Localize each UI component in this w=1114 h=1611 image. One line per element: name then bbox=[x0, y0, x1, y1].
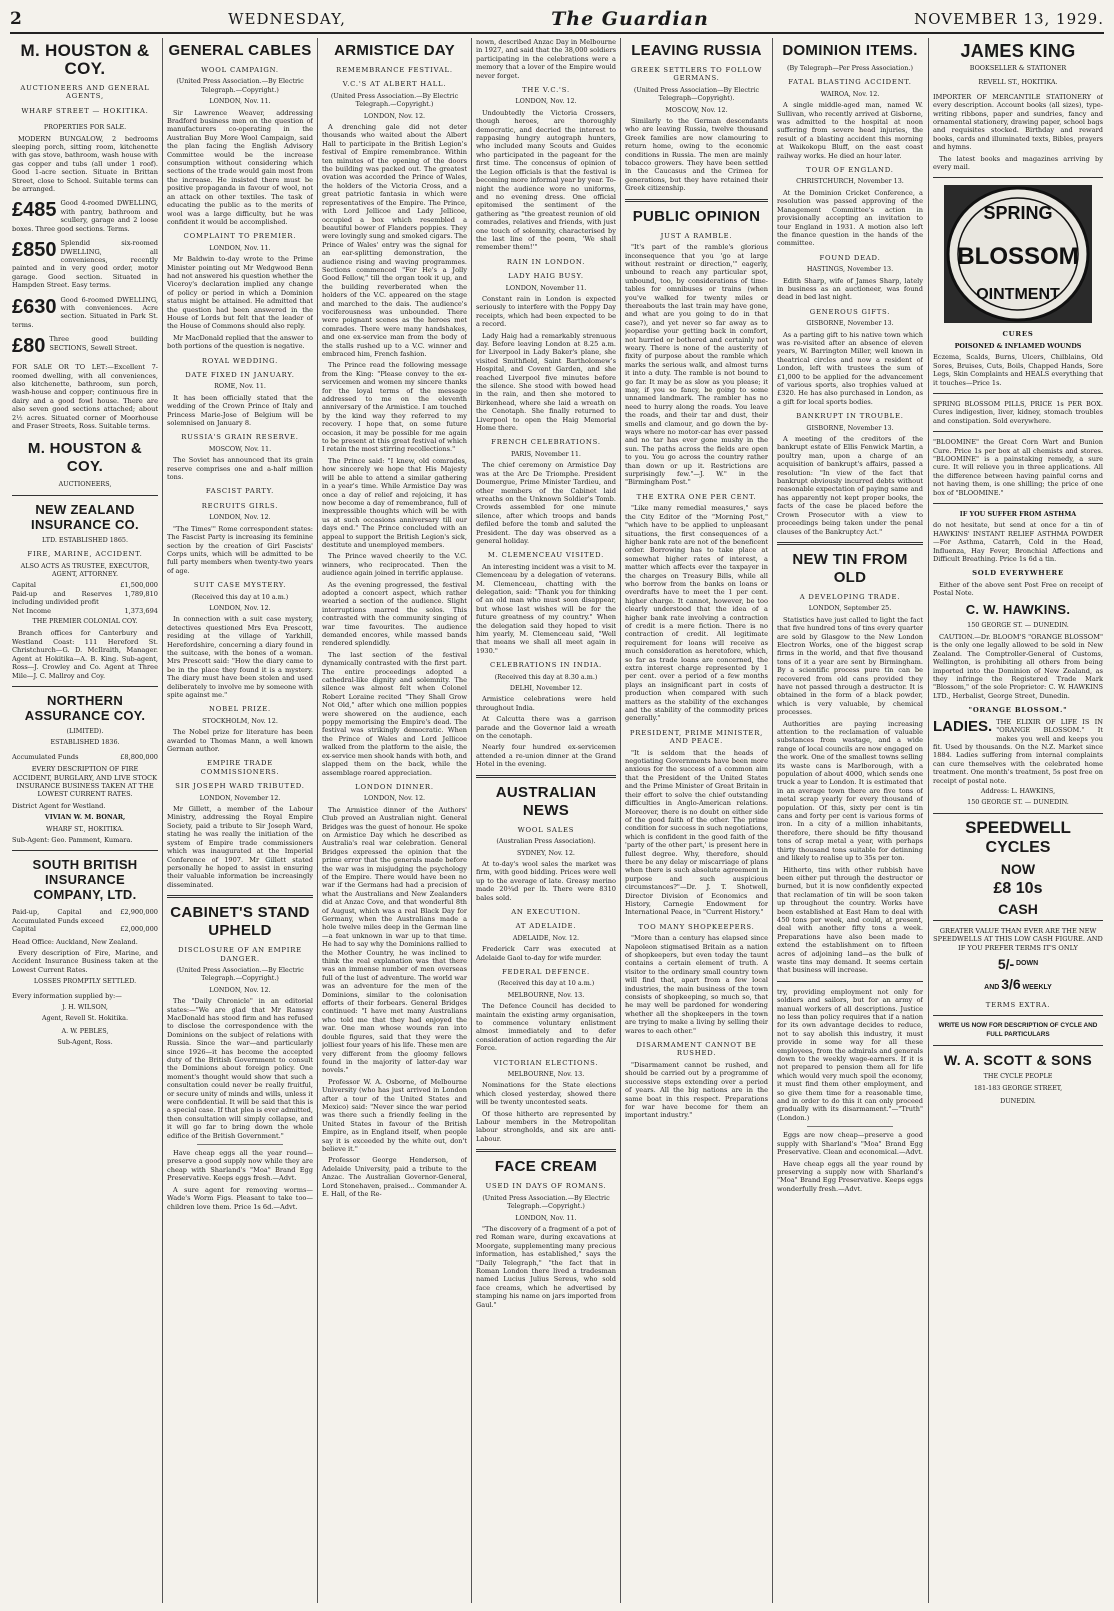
dateline: WAIROA, Nov. 12. bbox=[820, 89, 880, 98]
subhead: TOO MANY SHOPKEEPERS. bbox=[638, 922, 755, 931]
cash-label: CASH bbox=[998, 901, 1038, 918]
article-paragraph: "More than a century has elapsed since Napoleon stigmatised Britain as a nation of shopkeepers, but even today the taunt contains a certain element of truth. A visitor to the ordinary small country town will find that, apart from a few local industries, the main business of the town consists of shopkeeping, so much so, that he may well be pardoned for wondering whether all the shopkeepers in the town are trying to make a living by selling their wares to each other." bbox=[625, 934, 768, 1035]
nz-insurance-title: NEW ZEALAND INSURANCE CO. bbox=[31, 501, 139, 532]
article-paragraph: The "Daily Chronicle" in an editorial states:—"We are glad that Mr Ramsay MacDonald has stood firm and has refused to disclose the correspondence with the Dominions on the subject of relations with Russia. Since the war—and particularly since 1926—it has become the accepted duty of the British Government to consult the Dominions about foreign policy. One moment's thought would show that such a consultation could never be really fruitful, or secure unity of minds and wills, unless it were confidential. It will be said that this is a special case. If that plea is ever admitted, then consultation will simply collapse, and it will go far to bring down the whole edifice of the British Government." bbox=[167, 997, 313, 1140]
spring-blossom-logo bbox=[943, 184, 1093, 324]
sold-everywhere: SOLD EVERYWHERE bbox=[972, 569, 1064, 578]
na-description: EVERY DESCRIPTION OF FIRE ACCIDENT, BURGLARY, AND LIVE STOCK INSURANCE BUSINESS TAKEN AT THE LOWEST CURRENT RATES. bbox=[12, 765, 158, 799]
subhead: PRESIDENT, PRIME MINISTER, AND PEACE. bbox=[629, 728, 764, 746]
article-paragraph: At Calcutta there was a garrison parade and the Governor laid a wreath on the cenotaph. bbox=[476, 715, 616, 741]
dateline: LONDON, September 25. bbox=[808, 604, 892, 613]
caution-text: CAUTION.—Dr. BLOOM'S "ORANGE BLOSSOM" is the only one legally allowed to be sold in New Zealand. The Comptroller-General of Customs, Wellington, is prohibiting all others from being imported into the Dominion of New Zealand, as they infringe the Registered Trade Mark "Blossom," of the sole Proprietor: C. W. HAWKINS LTD., Herbalist, George Street, Dunedin. bbox=[933, 633, 1103, 700]
column-1-advertisements bbox=[12, 38, 158, 1603]
james-king-title: JAMES KING bbox=[960, 41, 1076, 61]
page-number: 2 bbox=[10, 9, 23, 29]
sb-agent1-addr: Agent, Revell St. Hokitika. bbox=[41, 1014, 128, 1023]
article-paragraph: try, providing employment not only for soldiers and sailors, but for an army of manual workers of all descriptions. Justice no less than policy requires that if a nation for its own advantage decides to reduce, not to say abolish this industry, it must provide in some way for all these employees, from the admirals and generals down to the weekly wage-earners. If it is not prepared to pension them all for life which would very much spoil the economy, it must find them other employment, and so give them time for a reasonable time, and in order to do this it can only proceed gradually with its disarmament."—"Truth" (London.) bbox=[777, 987, 923, 1122]
subhead: REMEMBRANCE FESTIVAL. bbox=[336, 66, 453, 74]
dateline: DELHI, November 12. bbox=[509, 684, 583, 693]
article-paragraph: "Like many remedial measures," says the City Editor of the "Morning Post," "which have to be applied to unpleasant situations, the first consequences of a higher bank rate are not of the beneficent order. Borrowing has to take place at somewhat higher rates of interest, a matter which affects ever the taxpayer in the charges on Treasury Bills, while all who borrow from the banks on loans or overdrafts have to meet the 1 per cent. higher charge. It cannot, however, be too clearly understood that the idea of a higher bank rate involving a contraction of credit is a mere fiction. There is no contraction of credit. All legitimate requirement for loans will receive as much consideration as heretofore, which, so far as trade loans are concerned, the extra interest charge represented by 1 per cent. over a period of a few months plays an insignificant part in costs of production when compared with such matters as the stability of the exchanges and the stability of the commodity prices generally." bbox=[625, 504, 768, 723]
article-paragraph: An interesting incident was a visit to M. Clemenceau by a delegation of veterans. M. Clemenceau, chatting with the delegation, said: "Thank you for thinking of an old man who must soon disappear, but whose last wishes will be for the future greatness of my country." When the delegation said they hoped to visit him yearly, M. Clemenceau said, "Well that means we shall all meet again in 1930." bbox=[476, 562, 616, 655]
nz-insurance-lines: FIRE, MARINE, ACCIDENT. bbox=[27, 550, 143, 559]
dateline: ADELAIDE, Nov. 12. bbox=[512, 933, 580, 942]
column-2-general-cables bbox=[167, 38, 313, 1603]
and-label: AND bbox=[984, 984, 1000, 992]
column-rule bbox=[772, 38, 773, 1603]
subhead: FASCIST PARTY. bbox=[205, 487, 275, 496]
article-paragraph: The last section of the festival dynamically contrasted with the first part. The entire proceedings adopted a cathedral-like dignity and solemnity. The silence was almost felt when Colonel Robert Loraine recited "They Shall Grow Not Old," after which one million poppies were showered on the audience, each poppy memorising the Empire's dead. The festival was strikingly democratic. When the Prince of Wales and Lord Jellicoe walked from the platform to the aisle, the ex-service men shook hands with both, and slapped them on the back, while the assemblage roared appreciation. bbox=[322, 650, 467, 777]
nz-net-row: Net Income 1,373,694 bbox=[12, 606, 158, 615]
egg-preservative-advert: Eggs are now cheap—preserve a good supply with Sharland's "Moa" Brand Egg Preservative. Clean and economical.—Advt. bbox=[777, 1131, 923, 1157]
article-paragraph: Mr Gillett, a member of the Labour Ministry, addressing the Royal Empire Society, paid a tribute to Sir Joseph Ward, stating he was really the initiation of the system of Empire trade commissioners which was inaugurated at the Imperial Conference of 1907. Mr Gillett stated personally he hoped to assist in ensuring their valuable information be increasingly disseminated. bbox=[167, 805, 313, 889]
dateline: LONDON, Nov. 11. bbox=[515, 1213, 577, 1222]
nz-branch-offices: Branch offices for Canterbury and Westland Coast: 111 Hereford St. Christchurch—G. D. McIlraith, Manager. Agent at Hokitika—A. B. King. Sub-agent, Ross—J. Crowley and Co. Agent at Three Mile—J. C. Mallroy and Coy. bbox=[12, 629, 158, 680]
sb-agent2-addr: Sub-Agent, Ross. bbox=[57, 1038, 113, 1047]
subhead: TOUR OF ENGLAND. bbox=[806, 166, 894, 175]
dateline: LONDON, Nov. 12. bbox=[209, 985, 271, 994]
na-agent-name: VIVIAN W. M. BONAR, bbox=[44, 813, 126, 822]
column-5 bbox=[625, 38, 768, 1603]
subhead: FEDERAL DEFENCE. bbox=[502, 967, 590, 976]
article-paragraph: Nearly four hundred ex-servicemen attended a re-union dinner at the Grand Hotel in the evening. bbox=[476, 743, 616, 769]
houston-subtitle: AUCTIONEERS AND GENERAL AGENTS, bbox=[20, 84, 150, 101]
credit-line: (United Press Association.—By Electric Telegraph.—Copyright.) bbox=[176, 965, 304, 983]
now-label: NOW bbox=[1000, 860, 1036, 877]
orange-blossom-text: THE ELIXIR OF LIFE IS IN "ORANGE BLOSSOM." It makes you well and keeps you fit. Used by thousands. On the N.Z. Market since 1884. Ladies suffering from internal complaints can cure themselves with the celebrated home treatment. One month's treatment, 5s post free on receipt of postal note. bbox=[933, 717, 1103, 785]
masthead bbox=[10, 6, 1104, 34]
price-850: £850 bbox=[12, 239, 57, 262]
article-paragraph: nown, described Anzac Day in Melbourne in 1927, and said that the 38,000 soldiers participating in the celebrations were a memory that a lover of the Empire would never forget. bbox=[476, 38, 616, 80]
dateline: MOSCOW, Nov. 11. bbox=[208, 444, 272, 453]
subhead: VICTORIAN ELECTIONS. bbox=[493, 1058, 599, 1067]
received-line: (Received this day at 8.30 a.m.) bbox=[494, 672, 598, 681]
listing-80 bbox=[12, 335, 158, 357]
northern-assurance-title: NORTHERN ASSURANCE COY. bbox=[24, 692, 146, 723]
credit-line: (Australian Press Association). bbox=[496, 837, 596, 846]
dateline: LONDON, Nov. 12. bbox=[363, 111, 426, 120]
article-paragraph: Mr MacDonald replied that the answer to both portions of the question is negative. bbox=[167, 333, 313, 351]
property-bungalow: MODERN BUNGALOW, 2 bedrooms sleeping porch, sitting room, kitchenette with gas stove, bathroom, wash house with gas copper and tubs (all under 1 roof). Good 1-acre section. Situate in Brittan Street, close to School. Suitable terms can be arranged. bbox=[12, 134, 158, 194]
nz-capital-row: Capital £1,500,000 bbox=[12, 581, 158, 590]
subhead: JUST A RAMBLE. bbox=[660, 231, 733, 240]
sb-description: Every description of Fire, Marine, and Accident Insurance Business taken at the Lowest Current Rates. bbox=[12, 949, 158, 974]
write-us-now: WRITE US NOW FOR DESCRIPTION OF CYCLE AND FULL PARTICULARS bbox=[938, 1022, 1098, 1038]
article-paragraph: Sir Lawrence Weaver, addressing Bradford business men on the question of manufacturers co-operating in the Australian Buy More Wool Campaign, said the plan facing the English Advisory Committee would be the increase consumption without considering which sections of the trade would gain most from the increase. He insisted there must be positive propaganda in favour of wool, not an attack on other textiles. The task of educating the public as to the merits of wool was a large difficulty, but he was confident it would be accomplished. bbox=[167, 108, 313, 226]
article-paragraph: Statistics have just called to light the fact that five hundred tons of tins every quarter are sold by Glasgow to the New London Electron Works, one of the biggest scrap firms in the world, and that five thousand tons of it a year are sent by Birmingham. By a scientific process pure tin can be recovered from old cans provided they have not passed through a destructor. It is obtained in the form of a black powder, which is very valuable, by chemical processes. bbox=[777, 615, 923, 717]
subhead: LADY HAIG BUSY. bbox=[508, 272, 584, 281]
subhead: BANKRUPT IN TROUBLE. bbox=[796, 412, 904, 421]
sb-info: Every information supplied by:— bbox=[12, 991, 122, 1000]
column-rule bbox=[162, 38, 163, 1603]
listing-850-text: Splendid six-roomed DWELLING, all conveniences, recently painted and in very good order, motor garage. Good section. Situated in Hampden Street. Easy terms. bbox=[12, 239, 158, 290]
seal-top-text: SPRING bbox=[983, 203, 1053, 224]
houston-firm-name: M. HOUSTON & COY. bbox=[20, 41, 150, 78]
sb-head-office: Head Office: Auckland, New Zealand. bbox=[12, 937, 138, 946]
weekly-amount: 3/6 bbox=[1001, 976, 1021, 993]
weekly-payment bbox=[933, 976, 1103, 993]
listing-80-text: Three good building SECTIONS, Sewell Street. bbox=[49, 335, 158, 352]
new-tin-from-old-title: NEW TIN FROM OLD bbox=[792, 550, 908, 586]
article-paragraph: Mr Baldwin to-day wrote to the Prime Minister pointing out Mr Wedgwood Benn had not answered his question whether the Viceroy's declaration implied any change of policy or period in which a Dominion status might be attained. He admitted that the question had been answered in the House of Lords but felt that the leader of the House of Commons should also reply. bbox=[167, 255, 313, 331]
article-paragraph: Professor W. A. Osborne, of Melbourne University (who has just arrived in London after a tour of the United States and Mexico) said: "Never since the war period was there such a friendly feeling in the United States in favour of the British Empire, as in England itself, when people say it is exceeded by the white out, don't believe it." bbox=[322, 1077, 467, 1153]
subhead: AT ADELAIDE. bbox=[515, 922, 577, 931]
asthma-text: do not hesitate, but send at once for a tin of HAWKINS' INSTANT RELIEF ASTHMA POWDER—For Asthma, Catarrh, Cold in the Head, Influenza, Hay Fever, Bronchial Affections and Difficult Breathing. Price 1s 6d a tin. bbox=[933, 521, 1103, 563]
cures-text: Eczema, Scalds, Burns, Ulcers, Chilblains, Old Sores, Bruises, Cuts, Boils, Chapped Hands, Sore Legs, Skin Complaints and HEALS everything that it touches—Price 1s. bbox=[933, 353, 1103, 387]
south-british-title: SOUTH BRITISH INSURANCE COMPANY, LTD. bbox=[32, 857, 138, 903]
seal-bottom-text: OINTMENT bbox=[976, 286, 1060, 304]
received-line: (Received this day at 10 a.m.) bbox=[497, 979, 595, 988]
article-paragraph: In connection with a suit case mystery, detectives questioned Mrs Eva Prescott, residing at the village of Yarkhill, Herefordshire, concerning a diary found in the suitcase, with the bones of a woman. Mrs Prescott said: "How the diary came to be in the place they found it is a mystery. The diary must have been stolen and used deliberately to involve me by someone with spite against me." bbox=[167, 615, 313, 699]
price-485: £485 bbox=[12, 199, 57, 222]
column-rule bbox=[317, 38, 318, 1603]
dateline: MELBOURNE, Nov. 13. bbox=[507, 1070, 585, 1079]
worm-figs-advert: A sure agent for removing worms—Wade's Worm Figs. Pleasant to take too—children love them. Price 1s 6d.—Advt. bbox=[167, 1185, 313, 1211]
greater-value-text: GREATER VALUE THAN EVER ARE THE NEW SPEEDWELLS AT THIS LOW CASH FIGURE. AND IF YOU PREFER TERMS IT'S ONLY bbox=[933, 926, 1103, 952]
sb-agent1: J. H. WILSON, bbox=[62, 1003, 108, 1012]
subhead: M. CLEMENCEAU VISITED. bbox=[487, 551, 605, 560]
listing-630 bbox=[12, 296, 158, 330]
subhead: USED IN DAYS OF ROMANS. bbox=[485, 1182, 607, 1191]
listing-630-text: Good 6-roomed DWELLING, with conveniences. Acre section. Situated in Park St. terms. bbox=[12, 295, 158, 329]
sb-capital-row: Capital £2,000,000 bbox=[12, 925, 158, 934]
subhead: DATE FIXED IN JANUARY. bbox=[185, 371, 295, 379]
northern-assurance-ltd: (LIMITED). bbox=[66, 726, 104, 735]
nz-insurance-established: LTD. ESTABLISHED 1865. bbox=[41, 535, 129, 544]
article-paragraph: "It is seldom that the heads of negotiating Governments have been more anxious for the success of a common aim that the President of the United States and the Prime Minister of Great Britain in their effort to solve the chief outstanding difficulties in Anglo-American relations. Moreover, there is no doubt on either side of the good faith of the other. The prime condition for success in such negotiations, which is confident in the good faith of the 'party of the other part,' is present here in fullest degree. Why, therefore, should there be any delay or miscarriage of plans when there is such absolute agreement in purpose and such auspicious circumstances?"—Dr. J. T. Shotwell, Director Division of Economics and History, Carnegie Endowment for International Peace, in "Current History." bbox=[625, 748, 768, 917]
dateline: MOSCOW, Nov. 12. bbox=[665, 105, 728, 114]
column-rule bbox=[928, 38, 929, 1603]
scott-sons-subtitle: THE CYCLE PEOPLE bbox=[983, 1072, 1053, 1081]
nz-paid-row: Paid-up and Reserves including undivided profit 1,789,810 bbox=[12, 589, 158, 607]
article-paragraph: At to-day's wool sales the market was firm, with good bidding. Prices were well up to the average of late. Greasy merino made 20¼d per lb. There were 8310 bales sold. bbox=[476, 859, 616, 902]
spring-blossom-seal-icon bbox=[943, 184, 1093, 324]
sb-losses: LOSSES PROMPTLY SETTLED. bbox=[33, 977, 137, 986]
price-80: £80 bbox=[12, 335, 46, 358]
subhead: NOBEL PRIZE. bbox=[209, 705, 271, 714]
seal-mid-text: BLOSSOM bbox=[957, 243, 1079, 271]
hawkins-address: 150 GEORGE ST. — DUNEDIN. bbox=[967, 620, 1069, 629]
listing-485 bbox=[12, 199, 158, 233]
column-6 bbox=[777, 38, 923, 1603]
article-paragraph: A single middle-aged man, named W. Sullivan, who recently arrived at Gisborne, was admitted to the hospital at noon suffering from severe head injuries, the result of a blasting accident this morning at Waikokopu Bluff, on the east coast railway works. He died an hour later. bbox=[777, 101, 923, 160]
credit-line: (United Press Association—By Electric Telegraph—Copyright). bbox=[633, 85, 760, 103]
article-paragraph: At the Dominion Cricket Conference, a resolution was passed approving of the Management Committee's action in provisionally accepting an invitation to tour England in 1931. A motion also left the finance question in the hands of the committee. bbox=[777, 188, 923, 248]
article-paragraph: A drenching gale did not deter thousands who waited about the Albert Hall to participate in the British Legion's festival of Empire remembrance. Within ten minutes of the opening of the doors the building was packed out. The greatest ovation was accorded the Prince of Wales, the holders of the Victoria Cross, and a great patriotic fantasia in which were representatives of the Empire. The Prince, with Lord Jellicoe and Lady Jellicoe, occupied a box which resembled a beautiful bower of Flanders poppies. They were lovingly sung and smoked cigars. The Prince of Wales' entry was the signal for an ear-splitting demonstration, the audience rising and waving programmes. Sections commenced "For He's a Jolly Good Fellow," till the organ took it up, and the building reverberated when the holders of the V.C. appeared on the stage and marched to the dais. The audience's vociferousness was unbounded. There were poignant scenes as the heroes met comrades. There were many handshakes, and one ex-service man from the body of the stalls rushed up to a V.C. winner and embraced him, French fashion. bbox=[322, 123, 467, 358]
article-paragraph: The Armistice dinner of the Authors' Club proved an Australian night. General Bridges was the guest of honour. He spoke on Armistice Day which he described as Australia's real war celebration. General Bridges expressed the opinion that the prime error that the generals made before the war was in misjudging the psychology of the Empire. There would have been no war if the Germans had had a precision of what the Australians and New Zealanders did at Anzac Cove, and that wonderful 8th of August, which was a real Black Day for Germany, when the Australians made a hole twelve miles deep in the German line—a feat unknown in war up to that time. He had to say why the Dominions rallied to the Mother Country, he was inclined to think the real explanation was that there was an immense number of men overseas full of the lust of adventure. The world war was an adventure for the men of the Dominions, similar to the colonisation efforts of their forbears. General Bridges continued: "I have met many Australians who told me that they had enjoyed the war. One man whose wounds ran into double figures, said that they were the jolliest four years of his life. These men are very different from the gloomy fellows found in the majority of latter-day war novels." bbox=[322, 805, 467, 1075]
dateline: SYDNEY, Nov. 12. bbox=[517, 848, 575, 857]
egg-preservative-advert: Have cheap eggs all the year round—preserve a good supply now while they are cheap with Sharland's "Moa" Brand Egg Preservative. Keeps eggs fresh.—Advt. bbox=[167, 1149, 313, 1183]
down-label: DOWN bbox=[1016, 960, 1039, 967]
james-king-text: IMPORTER OF MERCANTILE STATIONERY of every description. Account books (all sizes), type-writing ribbons, paper and sundries, fancy and ornamental stationery, drawing paper, school bags and requisites stocked. Birthday and reward books, cards and illuminated texts, Bibles, prayers and hymns. bbox=[933, 92, 1103, 152]
james-king-address: REVELL ST., HOKITIKA. bbox=[978, 78, 1058, 87]
na-funds-row: Accumulated Funds £8,800,000 bbox=[12, 752, 158, 761]
leaving-russia-title: LEAVING RUSSIA bbox=[631, 42, 762, 59]
article-paragraph: "It's part of the ramble's glorious inconsequence that you 'go at large without restraint or direction,'" eagerly, unbound to reach any particular spot, unbound, too, by considerations of time-tables for omnibuses or trains (when you've walked for twenty miles or thereabouts the last train may have gone, and what are you going to do in that case?), and yet never so far away as to jeopardise your getting back in comfort, not hurried or bothered and certainly not weary. There is none of the austerity of fixity of purpose about the ramble which marks the serious walk, and almost turns it into a duty. The ramble is not bound to go far. It may be as slow as you please; it may, if you so fancy, be going to some unnamed landmark. The rambler has no need to hurry along the roads. You leave the roads, and their tar and dust, their smells and clamour, and go down the by-ways where no motor-car has ever passed and no tar has ever gone mushy in the sun. The paths across the fields are open to you. You go across the country rather than down or up it. Restrictions are surprisingly few."—J. W." in the "Birmingham Post." bbox=[625, 243, 768, 487]
article-paragraph: Undoubtedly the Victoria Crossers, though heroes, are thoroughly democratic, and decried the interest to rappasing hungry autograph hunters, who included many Scouts and Guides who participated in the pageant for the first time. The concensus of opinion of the Legion officials is that the festival is becoming more informal year by year. To-night the audience wore no uniforms, and no evening dress. One official epitomised the sentiment of the gathering as "the greatest reunion of old comrades, relatives and friends, with just one touch of solemnity, characterised by the last line of the poem, 'We shall remember them!'" bbox=[476, 108, 616, 252]
article-paragraph: Of those hitherto are represented by Labour members in the Metropolitan labour strongholds, and six are anti-Labour. bbox=[476, 1109, 616, 1143]
dateline: LONDON, Nov. 12. bbox=[209, 603, 271, 612]
article-paragraph: Professor George Henderson, of Adelaide University, paid a tribute to the Anzac. The Australian Governor-General, Lord Stonehaven, praised... Commander A. E. Hall, of the Re- bbox=[322, 1156, 467, 1198]
dateline: LONDON, Nov. 12. bbox=[515, 97, 577, 106]
article-paragraph: As the evening progressed, the festival adopted a concert aspect, which rather wearied a section of the audience. Slight interruptions marred the solos. This contrasted with the community singing of war time favourites. The audience demanded encores, while massed bands rendered splendidly. bbox=[322, 580, 467, 648]
subhead: DISCLOSURE OF AN EMPIRE DANGER. bbox=[178, 946, 302, 963]
article-paragraph: "The Times'" Rome correspondent states: The Fascist Party is increasing its feminine section by the creation of Girl Fascists' Corps units, which will be admitted to be full party members when twenty-two years of age. bbox=[167, 524, 313, 575]
cures-subheading: POISONED & INFLAMED WOUNDS bbox=[954, 341, 1082, 350]
nz-insurance-trustee: ALSO ACTS AS TRUSTEE, EXECUTOR, AGENT, ATTORNEY. bbox=[20, 561, 150, 579]
ladies-advert bbox=[933, 718, 1103, 785]
article-paragraph: The Prince said: "I knew, old comrades, how sincerely we hope that His Majesty will be able to attend a similar gathering in a year's time. While Armistice Day was once a day of relief and rejoicing, it has now become a day of remembrance, full of inexpressible thoughts which will be with us at such occasions anniversary till our days end." The Prince concluded with an appeal to support the British Legion's sick, destitute and unemployed members. bbox=[322, 456, 467, 549]
article-paragraph: The Prince read the following message from the King: "Please convey to the ex-servicemen and women my sincere thanks for the loyal terms of the message addressed to me on the eleventh anniversary of the Armistice. I am touched by the kind way they referred to my recovery. I hope that, on some future occasion, it may be possible for me again to be present at this great festival of which I retain the most stirring recollections." bbox=[322, 361, 467, 454]
column-rule bbox=[620, 38, 621, 1603]
james-king-text2: The latest books and magazines arriving by every mail. bbox=[933, 154, 1103, 172]
subhead: SIR JOSEPH WARD TRIBUTED. bbox=[175, 782, 305, 791]
article-paragraph: Constant rain in London is expected seriously to interfere with the Poppy Day receipts, which had been expected to be a record. bbox=[476, 294, 616, 329]
bloomine-advert: "BLOOMINE" the Great Corn Wart and Bunion Cure. Price 1s per box at all chemists and stores. "BLOOMINE" is a painstaking remedy, a sure cure. It will relieve you in three applications. All the difference between having painful corns and not having them, is one shilling; the price of one box of "BLOOMINE." bbox=[933, 438, 1103, 497]
orange-blossom-heading: "ORANGE BLOSSOM." bbox=[968, 706, 1068, 715]
premier-colonial: THE PREMIER COLONIAL COY. bbox=[32, 617, 138, 626]
speedwell-title: SPEEDWELL bbox=[965, 817, 1071, 837]
subhead: GREEK SETTLERS TO FOLLOW GERMANS. bbox=[630, 66, 763, 83]
article-paragraph: Lady Haig had a remarkably strenuous day. Before leaving London at 8.25 a.m. for Liverpool in Lady Baker's plane, she visited Smithfield, Saint Bartholomew's Hospital, and Covent Garden, and she reached Liverpool five minutes before the silence. She stood with bowed head in the rain, and then she motored to Birkenhead, where she laid a wreath on the Cenotaph. She finally returned to Liverpool to open the Haig Memorial Home there. bbox=[476, 331, 616, 433]
properties-heading: PROPERTIES FOR SALE. bbox=[43, 123, 127, 132]
general-cables-title: GENERAL CABLES bbox=[168, 42, 312, 59]
dateline: GISBORNE, November 13. bbox=[806, 319, 894, 328]
dateline: STOCKHOLM, Nov. 12. bbox=[202, 716, 278, 725]
egg-preservative-advert: Have cheap eggs all the year round by preserving a supply now with Sharland's "Moa" Brand Egg Preservative. Keeps eggs wonderfully fresh.—Advt. bbox=[777, 1159, 923, 1193]
dateline: LONDON, Nov. 12. bbox=[363, 794, 426, 803]
masthead-date: NOVEMBER 13, 1929. bbox=[914, 10, 1104, 28]
credit-line: (United Press Association.—By Electric Telegraph.—Copyright.) bbox=[482, 1193, 610, 1211]
subhead: THE EXTRA ONE PER CENT. bbox=[636, 492, 757, 501]
down-amount: 5/- bbox=[997, 956, 1015, 972]
dominion-items-title: DOMINION ITEMS. bbox=[782, 42, 918, 59]
article-paragraph: "The discovery of a fragment of a pot of red Roman ware, during excavations at Moorgate, supplementing many precious information, has established," says the "Daily Telegraph," "the fact that in Roman London there lived a tradesman named Lucius Julius Sereus, who sold face creams, which he advertised by stamping his name on jars imported from Gaul." bbox=[476, 1224, 616, 1309]
cabinets-stand-title: CABINET'S STAND UPHELD bbox=[170, 904, 310, 940]
dateline: LONDON, Nov. 11. bbox=[209, 97, 271, 106]
article-paragraph: Authorities are paying increasing attention to the reclamation of valuable substances from wastage, and a wide range of local councils are now engaged on the work. One of the smallest towns selling its waste cans is Marlborough, with a population of about 4000, which sends one truck a year to London. It is estimated that in an average town there are five tons of metal scrap yearly for every thousand of population. Of this, sixty per cent is tin cans and forty per cent is various forms of iron. In a city of a million inhabitants, therefore, there should be fifty thousand tons of scrap metal a year, with perhaps thirty thousand tons suitable for detinning and likely to realise up to 35s per ton. bbox=[777, 719, 923, 863]
subhead: AN EXECUTION. bbox=[511, 907, 581, 916]
article-paragraph: Hitherto, tins with other rubbish have been either put through the destructor or burned, but it is now confidently expected that reclamation of tin will be soon taken up throughout the country. Works have been established at East Ham to deal with 450 tons per week, and could, at present, deal with another fifty tons a week. Preparations have also been made to extend the establishment on to fifteen acres of adjoining land—as the bulk of waste tins may demand. It seems certain that business will increase. bbox=[777, 865, 923, 975]
article-paragraph: The Soviet has announced that its grain reserve comprises one and a-half million tons. bbox=[167, 456, 313, 482]
subhead: FATAL BLASTING ACCIDENT. bbox=[788, 78, 912, 87]
column-4 bbox=[476, 38, 616, 1603]
face-cream-title: FACE CREAM bbox=[494, 1158, 598, 1176]
column-7-advertisements bbox=[933, 38, 1103, 1603]
dateline: GISBORNE, November 13. bbox=[806, 423, 894, 432]
column-3-armistice-day bbox=[322, 38, 467, 1603]
article-paragraph: The chief ceremony on Armistice Day was at the Arc De Triomphe. President Doumergue, Prime Minister Tardieu, and other members of the Cabinet laid wreaths on the Unknown Soldier's Tomb. Crowds assembled for one minute silence, after which troops and bands defiled before the tomb and saluted the President. The day was observed as a general holiday. bbox=[476, 461, 616, 545]
listing-850 bbox=[12, 239, 158, 289]
subhead: CELEBRATIONS IN INDIA. bbox=[489, 661, 603, 670]
subhead: COMPLAINT TO PREMIER. bbox=[183, 232, 297, 241]
article-paragraph: Frederick Carr was executed at Adelaide Gaol to-day for wife murder. bbox=[476, 945, 616, 962]
cures-heading: CURES bbox=[1002, 330, 1034, 339]
dateline: LONDON, Nov. 11. bbox=[209, 243, 271, 252]
public-opinion-title: PUBLIC OPINION bbox=[632, 207, 761, 225]
subhead: V.C.'S AT ALBERT HALL. bbox=[342, 80, 447, 89]
houston-firm-name-footer: M. HOUSTON & COY. bbox=[27, 440, 143, 476]
dateline: MELBOURNE, Nov. 13. bbox=[507, 990, 585, 999]
asthma-heading: IF YOU SUFFER FROM ASTHMA bbox=[959, 509, 1077, 518]
northern-assurance-est: ESTABLISHED 1836. bbox=[50, 738, 120, 747]
subhead: A DEVELOPING TRADE. bbox=[799, 592, 901, 601]
james-king-subtitle: BOOKSELLER & STATIONER bbox=[969, 64, 1067, 72]
subhead: RAIN IN LONDON. bbox=[506, 257, 586, 266]
column-rule bbox=[471, 38, 472, 1603]
listing-485-text: Good 4-roomed DWELLING, with pantry, bathroom and scullery, garage and 2 loose boxes. Three good sections. Terms. bbox=[12, 199, 158, 233]
australian-news-title: AUSTRALIAN NEWS bbox=[495, 783, 597, 819]
masthead-day: WEDNESDAY, bbox=[228, 10, 346, 28]
dateline: CHRISTCHURCH, November 13. bbox=[796, 177, 904, 186]
na-sub-agent: Sub-Agent: Geo. Pamment, Kumara. bbox=[12, 835, 133, 844]
credit-line: (United Press Association.—By Electric Telegraph.—Copyright.) bbox=[330, 91, 459, 109]
subhead: WOOL SALES bbox=[517, 825, 575, 834]
hawkins-title: C. W. HAWKINS. bbox=[965, 601, 1071, 617]
down-payment bbox=[933, 956, 1103, 972]
article-paragraph: Nominations for the State elections which closed yesterday, showed there will be twenty uncontested seats. bbox=[476, 1081, 616, 1107]
blossom-pills: SPRING BLOSSOM PILLS, PRICE 1s PER BOX. Cures indigestion, liver, kidney, stomach troubles and constipation. Sold everywhere. bbox=[933, 399, 1103, 425]
dateline: LONDON, November 11. bbox=[505, 283, 587, 292]
sb-paid-row: Paid-up, Capital and Accumulated Funds exceed £2,900,000 bbox=[12, 908, 158, 925]
subhead: EMPIRE TRADE COMMISSIONERS. bbox=[200, 759, 280, 776]
subhead: LONDON DINNER. bbox=[355, 782, 434, 791]
scott-sons-city: DUNEDIN. bbox=[1000, 1096, 1036, 1105]
article-paragraph: Armistice celebrations were held throughout India. bbox=[476, 695, 616, 712]
ob-address-2: 150 GEORGE ST. — DUNEDIN. bbox=[967, 798, 1069, 807]
subhead: RECRUITS GIRLS. bbox=[201, 501, 279, 510]
credit-line: (By Telegraph—Per Press Association.) bbox=[787, 64, 913, 72]
houston-street: WHARF STREET — HOKITIKA. bbox=[21, 106, 149, 115]
ladies-heading: LADIES. bbox=[933, 717, 993, 735]
masthead-paper-title: The Guardian bbox=[551, 8, 709, 30]
na-agent-address: WHARF ST., HOKITIKA. bbox=[46, 824, 124, 833]
article-paragraph: As a parting gift to his native town which was re-visited after an absence of eleven years, W. Barrington Miller, well known in theatrical circles and now a resident of London, left with trustees the sum of £1,000 to be applied for the advancement of various sports, also trophies valued at £320. He has also purchased in London, as a gift for local sports bodies. bbox=[777, 330, 923, 406]
article-paragraph: Similarly to the German descendants who are leaving Russia, twelve thousand Greek families are now clamouring to return home, owing to the economic conditions in Russia. The men are mainly tobacco growers. They have been settled in the Caucasus and the Crimea for generations, but they have retained their Greek citizenship. bbox=[625, 117, 768, 193]
article-paragraph: The Nobel prize for literature has been awarded to Thomas Mann, a well known German author. bbox=[167, 728, 313, 754]
cycle-price: £8 10s bbox=[993, 879, 1043, 897]
article-paragraph: The Defence Council has decided to maintain the existing army organisation, to commence voluntary enlistment almost immediately and to defer consideration of action regarding the Air Force. bbox=[476, 1002, 616, 1053]
subhead: RUSSIA'S GRAIN RESERVE. bbox=[181, 433, 299, 442]
ob-address-1: Address: L. HAWKINS, bbox=[980, 786, 1056, 795]
dateline: HASTINGS, November 13. bbox=[806, 265, 894, 274]
subhead: GENEROUS GIFTS. bbox=[809, 307, 891, 316]
subhead: ROYAL WEDDING. bbox=[201, 356, 279, 365]
weekly-label: WEEKLY bbox=[1022, 984, 1052, 992]
dateline: ROME, Nov. 11. bbox=[214, 382, 266, 391]
price-630: £630 bbox=[12, 295, 57, 318]
credit-line: (United Press Association.—By Electric Telegraph.—Copyright.) bbox=[176, 77, 304, 94]
for-sale-or-let: FOR SALE OR TO LET:—Excellent 7-roomed dwelling, with all conveniences, also kitchenette, bathroom, sun porch, wash-house and copper; continuous fire in dairy and a good fowl house. There are also seven good sections attached; about 2½ acres. Situated corner of Moorhouse and Fraser Streets, Ross. Suitable terms. bbox=[12, 363, 158, 430]
subhead: THE V.C.'S. bbox=[522, 86, 570, 95]
subhead: DISARMAMENT CANNOT BE RUSHED. bbox=[636, 1041, 757, 1058]
article-paragraph: A meeting of the creditors of the bankrupt estate of Ellis Fenwick Martin, a poultry man, upon a charge of an acquisition of bankrupt's affairs, passed a resolution: "In view of the fact that bankrupt obviously incurred debts without reasonable expectation of paying same and has apparently not kept proper books, the facts of the case be placed before the Crown Prosecutor with a view to proceedings being taken under the penal clauses of the Bankruptcy Act." bbox=[777, 435, 923, 536]
dateline: LONDON, November 12. bbox=[199, 793, 281, 802]
article-paragraph: It has been officially stated that the wedding of the Crown Prince of Italy and Princess Marie-Jose of Belgium will be solemnised on January 8. bbox=[167, 393, 313, 428]
dateline: LONDON, Nov. 12. bbox=[209, 513, 271, 522]
subhead: FOUND DEAD. bbox=[819, 253, 881, 262]
article-paragraph: The Prince waved cheerily to the V.C. winners, who reciprocated. Then the audience again joined in terrific applause. bbox=[322, 552, 467, 578]
scott-sons-title: W. A. SCOTT & SONS bbox=[944, 1052, 1092, 1069]
sold-text: Either of the above sent Post Free on receipt of Postal Note. bbox=[933, 580, 1103, 598]
houston-auctioneers: AUCTIONEERS, bbox=[58, 480, 112, 489]
armistice-day-title: ARMISTICE DAY bbox=[334, 42, 455, 59]
scott-sons-address: 181-183 GEORGE STREET, bbox=[973, 1084, 1063, 1093]
received-line: (Received this day at 10 a.m.) bbox=[191, 592, 289, 601]
terms-extra: TERMS EXTRA. bbox=[985, 1000, 1051, 1009]
subhead: FRENCH CELEBRATIONS. bbox=[491, 438, 601, 447]
subhead: SUIT CASE MYSTERY. bbox=[193, 581, 287, 590]
sb-agent2: A. W. PEBLES, bbox=[61, 1026, 109, 1035]
subhead: WOOL CAMPAIGN. bbox=[201, 66, 279, 74]
cycles-title: CYCLES bbox=[985, 839, 1051, 857]
article-paragraph: Edith Sharp, wife of James Sharp, lately in business as an auctioneer, was found dead in bed last night. bbox=[777, 276, 923, 302]
na-district-agent: District Agent for Westland. bbox=[12, 801, 106, 810]
dateline: PARIS, November 11. bbox=[511, 449, 581, 458]
article-paragraph: "Disarmament cannot be rushed, and should be carried out by a programme of successive steps extending over a period of years. All the big nations are in the same boat in this respect. Preparations for war have become for them an important industry." bbox=[625, 1060, 768, 1120]
